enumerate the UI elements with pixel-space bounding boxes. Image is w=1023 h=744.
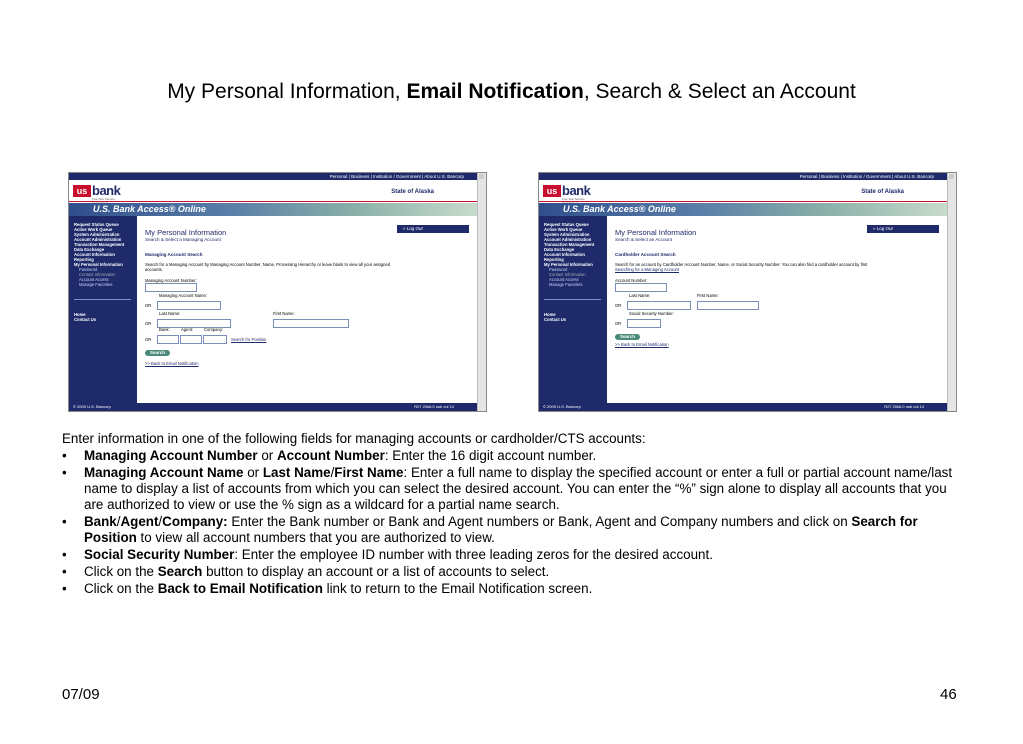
- sidebar-item-account-administration[interactable]: Account Administration: [544, 237, 592, 242]
- sidebar-item-contact-us[interactable]: Contact Us: [544, 317, 567, 322]
- sidebar-item-data-exchange[interactable]: Data Exchange: [544, 247, 575, 252]
- bank-field[interactable]: [157, 335, 179, 344]
- sidebar-item-contact-us[interactable]: Contact Us: [74, 317, 97, 322]
- text: : Enter the 16 digit account number.: [384, 448, 597, 463]
- list-item: [62, 564, 962, 580]
- sidebar-subitem-manage-favorites[interactable]: Manage Favorites: [79, 282, 113, 287]
- app-footer: [69, 403, 478, 411]
- logo-us: us: [73, 185, 91, 197]
- term: Account Number: [276, 448, 385, 463]
- page-subtitle: Search & Select a Managing Account: [145, 237, 221, 242]
- or-label: OR: [145, 337, 152, 342]
- sidebar-item-transaction-management[interactable]: Transaction Management: [74, 242, 125, 247]
- or-label: OR: [615, 303, 622, 308]
- list-item: [62, 448, 962, 464]
- sidebar-item-home[interactable]: Home: [74, 312, 86, 317]
- search-description: Search for a Managing Account by Managing Account Number, Name, Processing Hierarchy or leave blank to view all your assigned accounts.: [145, 262, 391, 272]
- sidebar-item-account-information[interactable]: Account Information: [544, 252, 585, 257]
- top-navigation[interactable]: Personal | Business | Institution / Government | About U.S. Bancorp: [69, 173, 478, 180]
- text: or: [257, 448, 277, 463]
- sidebar-item-system-administration[interactable]: System Administration: [544, 232, 590, 237]
- bullet: •: [62, 448, 67, 463]
- sidebar-divider: [74, 299, 131, 300]
- sidebar-subitem-account-access[interactable]: Account Access: [549, 277, 579, 282]
- sidebar-item-reporting[interactable]: Reporting: [544, 257, 564, 262]
- search-button[interactable]: Search: [615, 334, 640, 340]
- first-name-field[interactable]: [697, 301, 759, 310]
- scrollbar[interactable]: [947, 173, 956, 411]
- bullet: •: [62, 564, 67, 579]
- bank-label: Bank:: [159, 327, 170, 332]
- footer-copyright: © 2009 U.S. Bancorp: [73, 404, 111, 409]
- state-label: State of Alaska: [391, 189, 434, 195]
- term: First Name: [334, 465, 404, 480]
- search-description: [615, 262, 870, 272]
- sidebar-item-my-personal-information[interactable]: My Personal Information: [544, 262, 593, 267]
- logo-bank: bank: [92, 183, 121, 198]
- sidebar-item-request-status-queue[interactable]: Request Status Queue: [74, 222, 119, 227]
- term: Last Name: [262, 465, 331, 480]
- agent-label: Agent:: [181, 327, 194, 332]
- sidebar-subitem-contact-information[interactable]: Contact Information: [79, 272, 116, 277]
- sidebar-item-my-personal-information[interactable]: My Personal Information: [74, 262, 123, 267]
- text: : Enter the employee ID number with three leading zeros for the desired account.: [234, 547, 713, 562]
- logo-us: us: [543, 185, 561, 197]
- footer-copyright: © 2009 U.S. Bancorp: [543, 404, 581, 409]
- term: Agent: [120, 514, 159, 529]
- first-name-label: First Name:: [697, 293, 719, 298]
- sidebar-item-account-information[interactable]: Account Information: [74, 252, 115, 257]
- searching-for-managing-account-link[interactable]: Searching for a Managing Account: [615, 267, 680, 272]
- top-navigation[interactable]: Personal | Business | Institution / Government | About U.S. Bancorp: [539, 173, 948, 180]
- text: /: [158, 514, 163, 529]
- term: Bank: [84, 514, 117, 529]
- text: button to display an account or a list of accounts to select.: [202, 564, 550, 579]
- account-number-label: Account Number:: [615, 278, 648, 283]
- text: Enter the Bank number or Bank and Agent numbers or Bank, Agent and Company numbers and click on: [227, 514, 852, 529]
- title-bold: Email Notification: [406, 80, 584, 103]
- last-name-field[interactable]: [627, 301, 691, 310]
- term: Search: [157, 564, 203, 579]
- sidebar-item-data-exchange[interactable]: Data Exchange: [74, 247, 105, 252]
- instructions: [62, 431, 962, 597]
- or-label: OR: [145, 321, 152, 326]
- sidebar-item-account-administration[interactable]: Account Administration: [74, 237, 122, 242]
- footer-date: 07/09: [62, 686, 100, 703]
- term: Managing Account Name: [84, 465, 244, 480]
- sidebar-item-system-administration[interactable]: System Administration: [74, 232, 120, 237]
- text: /: [330, 465, 335, 480]
- bullet: •: [62, 514, 67, 529]
- banner-text: U.S. Bank Access® Online: [93, 204, 206, 214]
- logout-label: Log Out: [876, 226, 893, 231]
- search-for-position-link[interactable]: Search for Position: [231, 337, 267, 342]
- list-item: [62, 514, 962, 546]
- usbank-logo: [543, 183, 601, 201]
- screenshot-managing-account-search: [68, 172, 487, 412]
- back-to-email-notification-link[interactable]: >> Back to Email Notification: [615, 342, 669, 347]
- list-item: [62, 547, 962, 563]
- divider: [69, 201, 478, 202]
- sidebar-divider: [544, 299, 601, 300]
- term: Company:: [162, 514, 228, 529]
- page-title: My Personal Information: [615, 228, 697, 237]
- managing-account-number-label: Managing Account Number:: [145, 278, 197, 283]
- sidebar-subitem-account-access[interactable]: Account Access: [79, 277, 109, 282]
- company-field[interactable]: [203, 335, 227, 344]
- sidebar-subitem-password[interactable]: Password: [79, 267, 98, 272]
- main-content: [145, 229, 472, 366]
- sidebar-item-home[interactable]: Home: [544, 312, 556, 317]
- or-label: OR: [615, 321, 622, 326]
- term: Social Security Number: [84, 547, 235, 562]
- managing-account-name-field[interactable]: [157, 301, 221, 310]
- section-heading: Managing Account Search: [145, 252, 203, 257]
- main-content: [615, 229, 942, 347]
- logo-tagline: Five Star Service: [562, 197, 585, 201]
- scrollbar[interactable]: [477, 173, 486, 411]
- first-name-label: First Name:: [273, 311, 295, 316]
- ssn-label: Social Security Number:: [629, 311, 674, 316]
- page-number: 46: [940, 686, 957, 703]
- bullet: •: [62, 547, 67, 562]
- first-name-field[interactable]: [273, 319, 349, 328]
- managing-account-number-field[interactable]: [145, 283, 197, 292]
- sidebar-subitem-manage-favorites[interactable]: Manage Favorites: [549, 282, 583, 287]
- footer-version: R27 20k6.0 usb col 14: [414, 404, 454, 409]
- text: or: [243, 465, 263, 480]
- sidebar-item-active-work-queue[interactable]: Active Work Queue: [544, 227, 583, 232]
- app-banner: [69, 203, 478, 216]
- sidebar: [69, 216, 137, 403]
- screenshot-cardholder-account-search: [538, 172, 957, 412]
- logout-button[interactable]: » Log Out: [397, 225, 469, 233]
- agent-field[interactable]: [180, 335, 202, 344]
- logo-bank: bank: [562, 183, 591, 198]
- search-description-text: Search for an account by Cardholder Account Number, Name, or Social Security Number. You can also find a cardholder account by first: [615, 262, 868, 267]
- last-name-label: Last Name:: [629, 293, 651, 298]
- term: Search for Position: [84, 514, 918, 545]
- term: Back to Email Notification: [157, 581, 323, 596]
- title-suffix: , Search & Select an Account: [583, 80, 856, 103]
- bullet: •: [62, 465, 67, 480]
- sidebar-subitem-contact-information[interactable]: Contact Information: [549, 272, 586, 277]
- term: Managing Account Number: [84, 448, 258, 463]
- text: : Enter a full name to display the specified account or enter a full or partial account name/last name to display a list of accounts from which you can select the desired account. You can enter the “%” sign alone to display all accounts that you are authorized to view or use the % sign as a wildcard for a partial name search.: [84, 465, 953, 512]
- banner-text: U.S. Bank Access® Online: [563, 204, 676, 214]
- list-item: [62, 465, 962, 513]
- divider: [539, 201, 948, 202]
- account-number-field[interactable]: [615, 283, 667, 292]
- list-item: [62, 581, 962, 597]
- sidebar-item-request-status-queue[interactable]: Request Status Queue: [544, 222, 589, 227]
- usbank-logo: [73, 183, 131, 201]
- section-heading: Cardholder Account Search: [615, 252, 676, 257]
- sidebar-item-active-work-queue[interactable]: Active Work Queue: [74, 227, 113, 232]
- text: to view all account numbers that you are authorized to view.: [136, 530, 495, 545]
- company-label: Company:: [204, 327, 224, 332]
- sidebar: [539, 216, 607, 403]
- logout-button[interactable]: » Log Out: [867, 225, 939, 233]
- app-banner: [539, 203, 948, 216]
- logo-tagline: Five Star Service: [92, 197, 115, 201]
- footer-version: R27 20k6.0 usb col 14: [884, 404, 924, 409]
- sidebar-item-reporting[interactable]: Reporting: [74, 257, 94, 262]
- page-subtitle: Search & Select an Account: [615, 237, 672, 242]
- back-to-email-notification-link[interactable]: >> Back to Email Notification: [145, 361, 199, 366]
- state-label: State of Alaska: [861, 189, 904, 195]
- instruction-list: [62, 448, 962, 597]
- text: link to return to the Email Notification screen.: [322, 581, 593, 596]
- sidebar-item-transaction-management[interactable]: Transaction Management: [544, 242, 595, 247]
- text: Click on the: [84, 581, 158, 596]
- text: Click on the: [84, 564, 158, 579]
- app-footer: [539, 403, 948, 411]
- search-button[interactable]: Search: [145, 350, 170, 356]
- title-prefix: My Personal Information,: [167, 80, 407, 103]
- or-label: OR: [145, 303, 152, 308]
- bullet: •: [62, 581, 67, 596]
- logout-label: Log Out: [406, 226, 423, 231]
- sidebar-subitem-password[interactable]: Password: [549, 267, 568, 272]
- text: /: [116, 514, 121, 529]
- page-title: My Personal Information: [145, 228, 227, 237]
- slide-title: [0, 80, 1023, 104]
- ssn-field[interactable]: [627, 319, 661, 328]
- intro-text: Enter information in one of the following fields for managing accounts or cardholder/CTS accounts:: [62, 431, 646, 446]
- last-name-label: Last Name:: [159, 311, 181, 316]
- managing-account-name-label: Managing Account Name:: [159, 293, 207, 298]
